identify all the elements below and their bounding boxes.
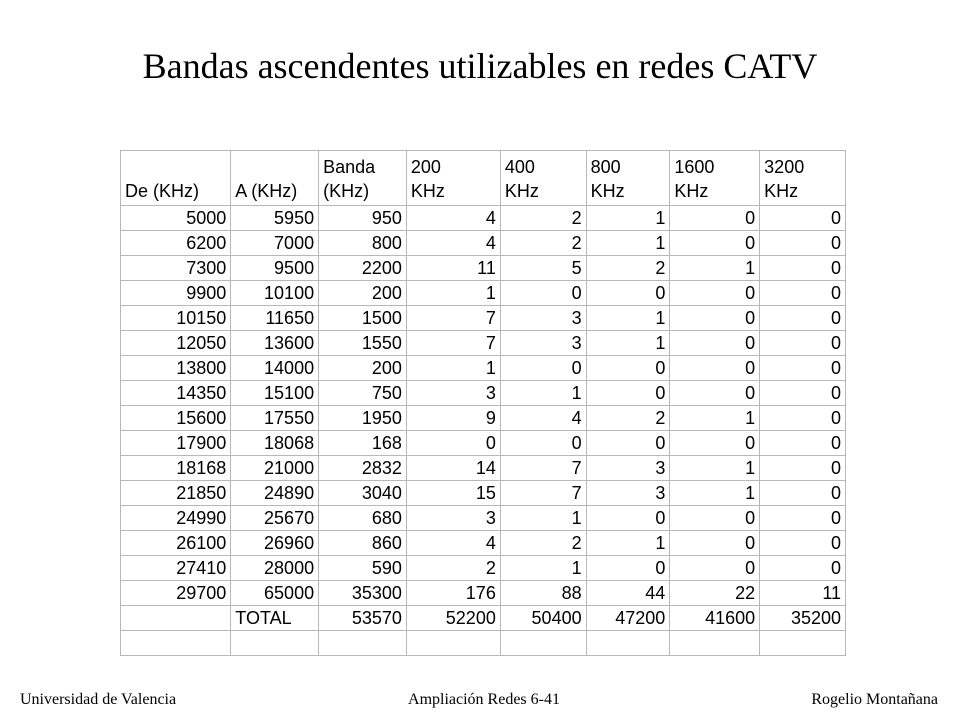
empty-cell (231, 631, 319, 656)
table-cell: 0 (760, 406, 846, 431)
empty-cell (319, 631, 407, 656)
total-row (121, 606, 846, 631)
table-cell: 200 (319, 356, 407, 381)
table-row (121, 456, 846, 481)
table-cell: 18068 (231, 431, 319, 456)
table-row (121, 206, 846, 231)
empty-cell (406, 631, 500, 656)
table-cell: 0 (500, 281, 586, 306)
table-cell: 1500 (319, 306, 407, 331)
table-cell: 22 (670, 581, 760, 606)
table-row (121, 506, 846, 531)
table-cell: 0 (670, 206, 760, 231)
column-header-line: 1600 (674, 157, 715, 177)
table-cell: 0 (670, 381, 760, 406)
table-cell: 3 (406, 381, 500, 406)
empty-cell (500, 631, 586, 656)
table-cell: 0 (760, 456, 846, 481)
table-cell: 25670 (231, 506, 319, 531)
table-cell: 0 (670, 331, 760, 356)
table-cell: 6200 (121, 231, 231, 256)
total-cell: 47200 (586, 606, 670, 631)
table-cell: 860 (319, 531, 407, 556)
total-cell: 35200 (760, 606, 846, 631)
table-cell: 7300 (121, 256, 231, 281)
column-header-line: KHz (764, 181, 799, 201)
bands-table (120, 150, 846, 656)
table-cell: 4 (406, 531, 500, 556)
empty-row (121, 631, 846, 656)
column-header (500, 151, 586, 206)
table-cell: 4 (406, 231, 500, 256)
table-cell: 29700 (121, 581, 231, 606)
table-cell: 1 (586, 331, 670, 356)
column-header-line: (KHz) (323, 181, 370, 201)
table-cell: 0 (670, 531, 760, 556)
table-cell: 0 (406, 431, 500, 456)
column-header (670, 151, 760, 206)
table-cell: 13600 (231, 331, 319, 356)
slide-title: Bandas ascendentes utilizables en redes CATV (142, 46, 818, 86)
table-cell: 17550 (231, 406, 319, 431)
table-cell: 2 (586, 406, 670, 431)
table-cell: 800 (319, 231, 407, 256)
table-cell: 2832 (319, 456, 407, 481)
footer-institution: Universidad de Valencia (20, 691, 177, 708)
column-header-line: A (KHz) (235, 181, 298, 201)
table-cell: 0 (670, 556, 760, 581)
column-header (760, 151, 846, 206)
table-cell: 3 (406, 506, 500, 531)
table-row (121, 281, 846, 306)
table-cell: 0 (760, 481, 846, 506)
table-row (121, 256, 846, 281)
table-cell: 1 (670, 406, 760, 431)
table-cell: 4 (406, 206, 500, 231)
table-cell: 0 (760, 306, 846, 331)
column-header-line: 400 (504, 157, 535, 177)
total-cell: 41600 (670, 606, 760, 631)
table-cell: 0 (670, 506, 760, 531)
table-cell: 15600 (121, 406, 231, 431)
table-cell: 9900 (121, 281, 231, 306)
table-cell: 21000 (231, 456, 319, 481)
table-row (121, 556, 846, 581)
table-cell: 0 (760, 556, 846, 581)
total-cell (121, 606, 231, 631)
total-label: TOTAL (231, 606, 319, 631)
table-cell: 1550 (319, 331, 407, 356)
table-cell: 88 (500, 581, 586, 606)
table-cell: 3 (500, 331, 586, 356)
table-cell: 0 (586, 356, 670, 381)
table-cell: 11650 (231, 306, 319, 331)
table-row (121, 356, 846, 381)
column-header-line: 800 (590, 157, 621, 177)
table-cell: 0 (586, 381, 670, 406)
table-cell: 7 (500, 456, 586, 481)
table-cell: 1 (500, 381, 586, 406)
table-cell: 0 (586, 506, 670, 531)
table-cell: 5950 (231, 206, 319, 231)
table-cell: 24890 (231, 481, 319, 506)
column-header (121, 151, 231, 206)
column-header-line: 3200 (764, 157, 805, 177)
column-header-line: KHz (590, 181, 625, 201)
table-cell: 2 (500, 531, 586, 556)
table-cell: 0 (586, 281, 670, 306)
table-cell: 0 (760, 231, 846, 256)
table-cell: 65000 (231, 581, 319, 606)
table-cell: 0 (760, 331, 846, 356)
table-cell: 1950 (319, 406, 407, 431)
table-cell: 1 (500, 556, 586, 581)
column-header (231, 151, 319, 206)
empty-cell (121, 631, 231, 656)
column-header (406, 151, 500, 206)
table-cell: 11 (406, 256, 500, 281)
table-cell: 1 (586, 531, 670, 556)
table-cell: 1 (670, 456, 760, 481)
column-header-line: KHz (410, 181, 445, 201)
table-cell: 1 (586, 206, 670, 231)
empty-cell (586, 631, 670, 656)
table-row (121, 231, 846, 256)
table-cell: 7 (500, 481, 586, 506)
table-cell: 950 (319, 206, 407, 231)
table-cell: 21850 (121, 481, 231, 506)
table-cell: 0 (500, 356, 586, 381)
table-cell: 28000 (231, 556, 319, 581)
table-cell: 2200 (319, 256, 407, 281)
column-header-line: De (KHz) (125, 181, 200, 201)
table-header-row (121, 151, 846, 206)
table-cell: 0 (670, 281, 760, 306)
table-cell: 0 (670, 306, 760, 331)
total-cell: 50400 (500, 606, 586, 631)
table-cell: 3 (500, 306, 586, 331)
table-cell: 0 (760, 206, 846, 231)
table-cell: 5 (500, 256, 586, 281)
column-header-line: KHz (674, 181, 709, 201)
table-cell: 0 (670, 231, 760, 256)
table-cell: 26960 (231, 531, 319, 556)
table-cell: 9500 (231, 256, 319, 281)
table-cell: 2 (500, 206, 586, 231)
table-cell: 44 (586, 581, 670, 606)
table-cell: 17900 (121, 431, 231, 456)
table-cell: 10100 (231, 281, 319, 306)
table-row (121, 431, 846, 456)
column-header-line: KHz (504, 181, 539, 201)
total-cell: 53570 (319, 606, 407, 631)
table-cell: 1 (586, 306, 670, 331)
table-row (121, 406, 846, 431)
table-cell: 27410 (121, 556, 231, 581)
table-row (121, 306, 846, 331)
table-cell: 590 (319, 556, 407, 581)
table-cell: 4 (500, 406, 586, 431)
table-cell: 1 (406, 356, 500, 381)
table-cell: 15 (406, 481, 500, 506)
table-cell: 13800 (121, 356, 231, 381)
table-cell: 3040 (319, 481, 407, 506)
table-body (121, 206, 846, 656)
table-cell: 1 (406, 281, 500, 306)
table-cell: 10150 (121, 306, 231, 331)
table-cell: 26100 (121, 531, 231, 556)
table-cell: 176 (406, 581, 500, 606)
table-cell: 2 (500, 231, 586, 256)
table-cell: 0 (760, 531, 846, 556)
table-cell: 0 (586, 431, 670, 456)
table-cell: 680 (319, 506, 407, 531)
table-cell: 0 (760, 506, 846, 531)
footer-author: Rogelio Montañana (811, 691, 938, 708)
table-row (121, 381, 846, 406)
table-row (121, 331, 846, 356)
table-cell: 0 (760, 256, 846, 281)
table-cell: 14000 (231, 356, 319, 381)
table-cell: 3 (586, 456, 670, 481)
footer-slide-number: Ampliación Redes 6-41 (408, 691, 560, 708)
column-header (319, 151, 407, 206)
table-cell: 168 (319, 431, 407, 456)
table-cell: 14 (406, 456, 500, 481)
table-cell: 2 (406, 556, 500, 581)
empty-cell (670, 631, 760, 656)
table-cell: 0 (586, 556, 670, 581)
table-cell: 0 (760, 281, 846, 306)
column-header-line: 200 (410, 157, 441, 177)
table-cell: 12050 (121, 331, 231, 356)
table-cell: 1 (670, 256, 760, 281)
table-cell: 1 (500, 506, 586, 531)
table-cell: 0 (760, 431, 846, 456)
bands-table-container (120, 150, 846, 658)
table-cell: 7000 (231, 231, 319, 256)
table-cell: 0 (760, 381, 846, 406)
table-cell: 5000 (121, 206, 231, 231)
table-row (121, 581, 846, 606)
table-cell: 0 (760, 356, 846, 381)
table-cell: 1 (586, 231, 670, 256)
table-cell: 35300 (319, 581, 407, 606)
table-cell: 2 (586, 256, 670, 281)
empty-cell (760, 631, 846, 656)
table-cell: 0 (670, 431, 760, 456)
table-cell: 9 (406, 406, 500, 431)
table-cell: 3 (586, 481, 670, 506)
total-cell: 52200 (406, 606, 500, 631)
column-header-line: Banda (323, 157, 376, 177)
table-cell: 11 (760, 581, 846, 606)
column-header (586, 151, 670, 206)
table-cell: 7 (406, 306, 500, 331)
table-row (121, 481, 846, 506)
table-cell: 750 (319, 381, 407, 406)
table-cell: 18168 (121, 456, 231, 481)
table-cell: 7 (406, 331, 500, 356)
table-cell: 200 (319, 281, 407, 306)
table-cell: 15100 (231, 381, 319, 406)
table-cell: 1 (670, 481, 760, 506)
table-cell: 0 (670, 356, 760, 381)
table-row (121, 531, 846, 556)
table-cell: 14350 (121, 381, 231, 406)
table-cell: 0 (500, 431, 586, 456)
table-cell: 24990 (121, 506, 231, 531)
